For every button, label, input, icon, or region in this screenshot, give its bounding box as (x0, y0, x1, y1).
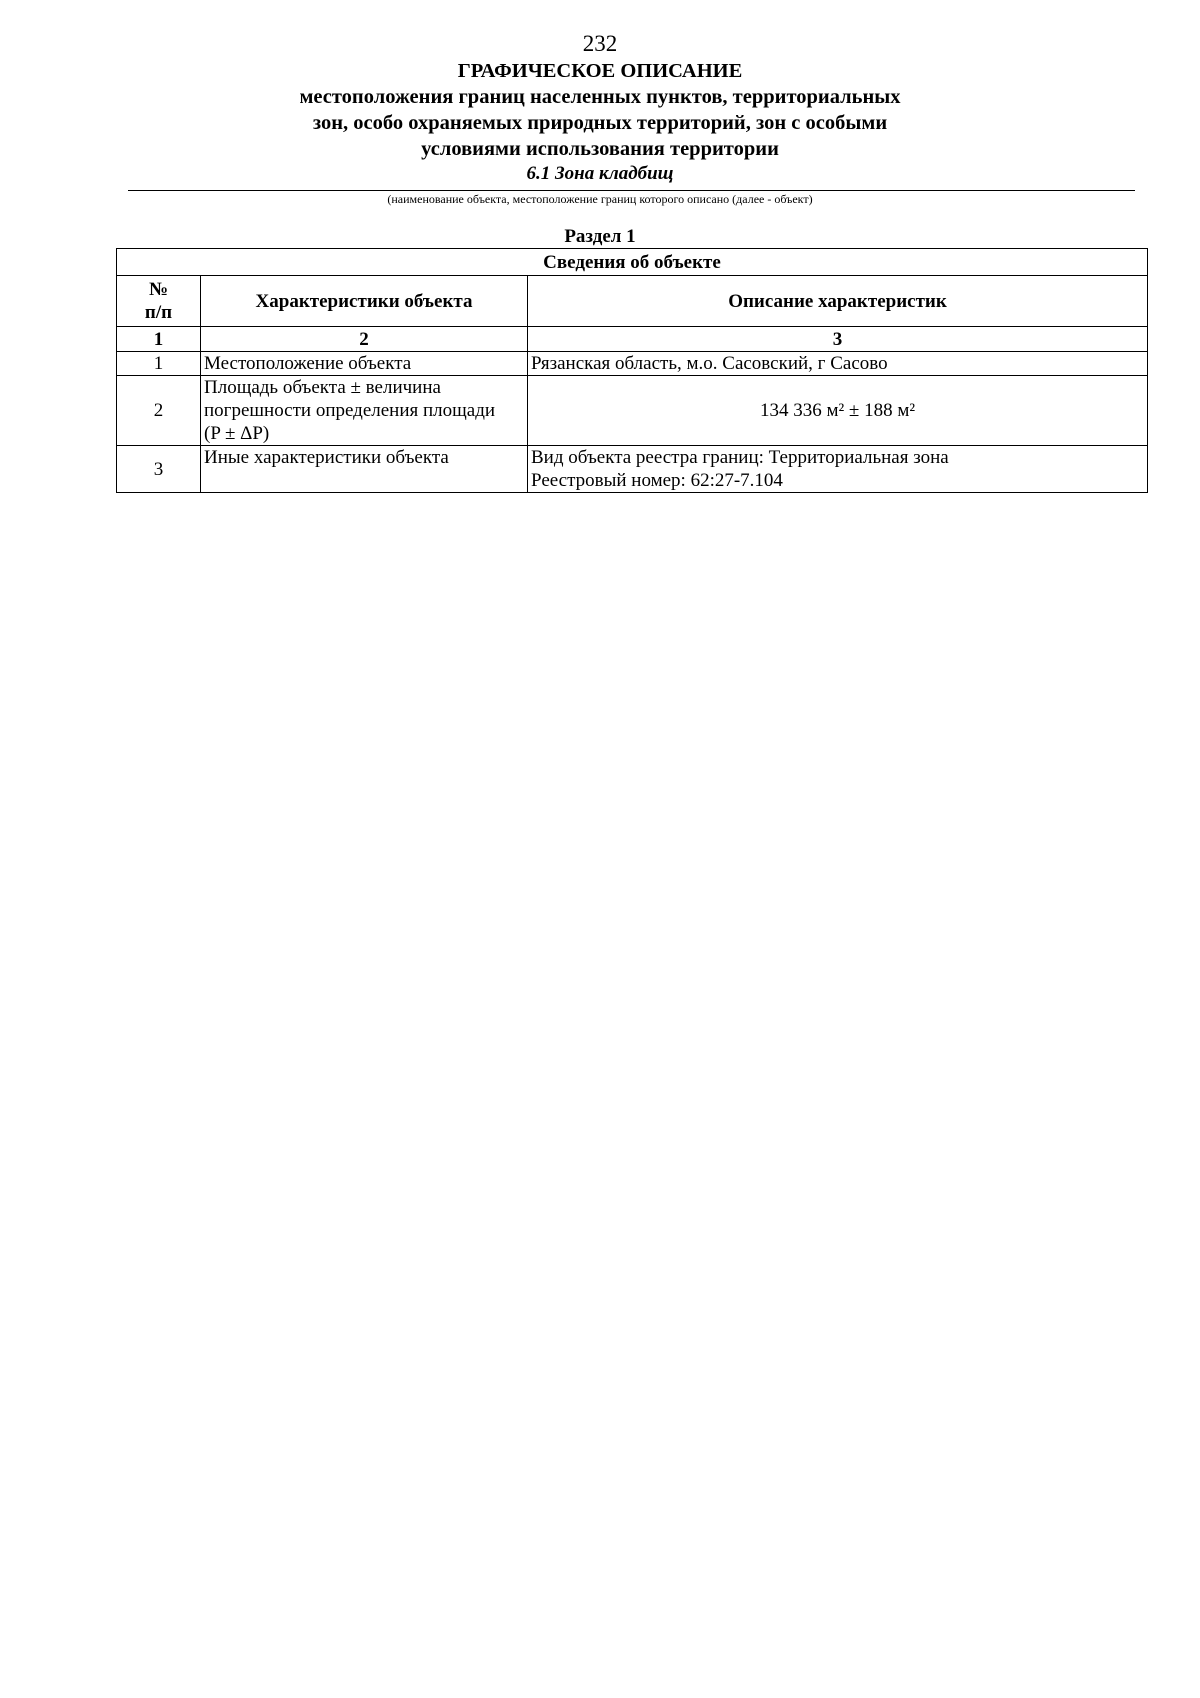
row-number: 3 (117, 446, 201, 493)
object-name-underline (128, 190, 1135, 191)
row-description (528, 446, 1148, 493)
table-row (117, 376, 1148, 446)
row-characteristic (201, 376, 528, 446)
characteristic-line: погрешности определения площади (204, 400, 496, 421)
row-description (528, 352, 1148, 376)
row-characteristic (201, 352, 528, 376)
header-characteristic: Характеристики объекта (201, 276, 528, 327)
table-row (117, 352, 1148, 376)
column-number: 3 (528, 327, 1148, 352)
characteristic-line: (P ± ΔP) (204, 423, 270, 444)
header-num-line2: п/п (144, 302, 173, 323)
column-number-row (117, 327, 1148, 352)
header-description: Описание характеристик (528, 276, 1148, 327)
row-characteristic (201, 446, 528, 493)
section-title: Раздел 1 (564, 226, 636, 247)
column-number: 2 (201, 327, 528, 352)
characteristic-line: Площадь объекта ± величина (204, 377, 441, 398)
row-description (528, 376, 1148, 446)
column-number: 1 (117, 327, 201, 352)
characteristic-line: Иные характеристики объекта (204, 447, 449, 468)
object-name: 6.1 Зона кладбищ (526, 163, 674, 184)
page-number: 232 (582, 31, 618, 56)
document-title (0, 58, 1200, 162)
description-line: 134 336 м² ± 188 м² (759, 400, 916, 421)
description-line: Вид объекта реестра границ: Территориальная зона (531, 447, 949, 468)
row-number: 2 (117, 376, 201, 446)
table-header-row (117, 276, 1148, 327)
table-row (117, 446, 1148, 493)
table-caption: Сведения об объекте (117, 249, 1148, 276)
title-line: условиями использования территории (421, 138, 779, 160)
characteristic-line: Местоположение объекта (204, 353, 412, 374)
description-line: Реестровый номер: 62:27-7.104 (531, 470, 783, 491)
object-name-caption: (наименование объекта, местоположение границ которого описано (далее - объект) (387, 192, 813, 206)
header-num-line1: № (148, 279, 169, 300)
row-number: 1 (117, 352, 201, 376)
title-line: местоположения границ населенных пунктов, территориальных (299, 86, 901, 108)
description-line: Рязанская область, м.о. Сасовский, г Сасово (531, 353, 888, 374)
header-num (117, 276, 201, 327)
title-line: зон, особо охраняемых природных территорий, зон с особыми (312, 112, 888, 134)
object-info-table (116, 248, 1148, 493)
table-caption-row (117, 249, 1148, 276)
title-heading: ГРАФИЧЕСКОЕ ОПИСАНИЕ (457, 60, 743, 82)
